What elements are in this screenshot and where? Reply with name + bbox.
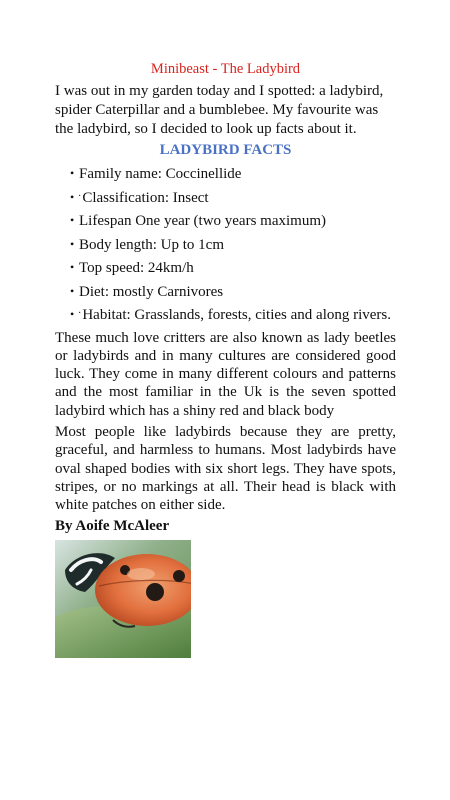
fact-item: • ·Habitat: Grasslands, forests, cities and along rivers.: [70, 307, 392, 323]
document-title: Minibeast - The Ladybird: [150, 61, 301, 77]
bullet-icon: •: [70, 213, 75, 227]
bullet-icon: •: [70, 283, 75, 298]
ladybird-photo: [55, 540, 191, 658]
fact-item: • Family name: Coccinellide: [70, 166, 242, 182]
fact-item: • ·Classification: Insect: [70, 189, 209, 206]
bullet-icon: •: [70, 166, 75, 180]
fact-item: • Diet: mostly Carnivores: [70, 283, 224, 300]
facts-list: [55, 164, 396, 324]
document-page: [55, 60, 396, 658]
author-byline: By Aoife McAleer: [55, 518, 170, 535]
fact-item: • Top speed: 24km/h: [70, 260, 194, 276]
paragraph-appearance: Most people like ladybirds because they are pretty, graceful, and harmless to humans. Most ladybirds have oval shaped bodies with six short legs. They have spots, stripes, or no markings at all. Their head is black with white patches on either side.: [55, 423, 396, 514]
bullet-icon: •: [70, 189, 75, 204]
fact-item: • Lifespan One year (two years maximum): [70, 213, 326, 229]
fact-item: • Body length: Up to 1cm: [70, 236, 224, 253]
bullet-icon: •: [70, 307, 75, 321]
bullet-icon: •: [70, 260, 75, 274]
facts-heading: LADYBIRD FACTS: [159, 142, 292, 158]
bullet-icon: •: [70, 236, 75, 251]
intro-paragraph: I was out in my garden today and I spotted: a ladybird, spider Caterpillar and a bumblebee. My favourite was the ladybird, so I decided to look up facts about it.: [55, 83, 384, 137]
paragraph-critters: These much love critters are also known as lady beetles or ladybirds and in many cultures are considered good luck. They come in many different colours and patterns and the most familiar in the Uk is the seven spotted ladybird which has a shiny red and black body: [55, 329, 396, 419]
